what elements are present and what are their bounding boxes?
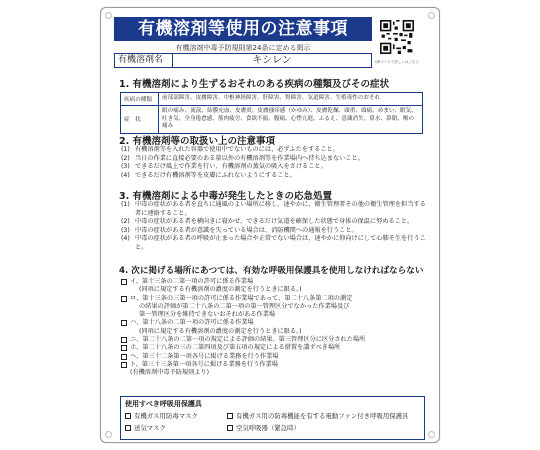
checklist-item[interactable]: ニ、第二十八条の二第一項の規定による評価の結果、第三管理区分に区分された場所 [121,336,426,344]
notice-subtitle: 有機溶剤中毒予防規則第24条に定める掲示 [175,44,311,52]
handling-list [121,146,426,180]
solvent-name-label: 有機溶剤名 [115,54,173,67]
section-1-title: 1. 有機溶剤により生ずるおそれのある疾病の種類及びその症状 [119,79,390,90]
notice-title: 有機溶剤等使用の注意事項 [114,17,372,41]
qr-caption: QRコードで詳しくはこちら [375,60,419,64]
respirator-box [120,396,425,440]
checkbox[interactable] [121,320,127,326]
section-3-title: 3. 有機溶剤による中毒が発生したときの応急処置 [119,191,333,202]
mount-hole [428,431,435,438]
checkbox[interactable] [121,279,127,285]
solvent-name-row [114,53,372,68]
list-item: (4) 中毒の症状がある者の呼吸が止まった場合や正常でない場合は、速やかに仰向けにして心肺そ生を行うこと。 [121,235,426,251]
mount-hole [105,12,112,19]
disease-table [120,92,423,134]
checklist-item[interactable]: ヘ、第三十二条第一項各号に掲げる業務を行う作業場 [121,353,426,361]
regulation-footnote: (有機溶剤中毒予防規則より) [130,369,210,377]
symptom-text: 眼の痛み、流涙、結膜充血、皮膚炎、皮膚搔痒感（かゆみ）、皮膚乾燥、頭重、頭痛、めまい、眠気、吐き気、全身倦怠感、筋肉疲労、食欲不振、腹痛、心悸亢進、ふるえ、意識消失、鼻水、鼻閉、喉の痛み [162,108,417,129]
first-aid-list [121,201,426,253]
section-2-title: 2. 有機溶剤等の取扱い上の注意事項 [119,136,276,147]
disease-row [121,93,422,106]
checklist-item[interactable]: ト、第三十三条第一項各号に掲げる業務を行う作業場 [121,361,426,369]
section-4-title: 4. 次に掲げる場所にあつては、有効な呼吸用保護具を使用しなければならない [119,266,424,276]
mount-hole [105,431,112,438]
checkbox[interactable] [121,354,127,360]
list-item: (3) 中毒の症状がある者が意識を失っている場合は、消防機関への通報を行うこと。 [121,226,358,234]
list-item: (1) 中毒の症状がある者を直ちに通風のよい場所に移し、速やかに、衛生管理者その他の衛生管理を担当する者に連絡すること。 [121,201,426,217]
checkbox[interactable] [227,425,233,431]
respirator-title: 使用すべき呼吸用保護具 [125,400,202,408]
symptom-row [121,106,422,133]
checkbox[interactable] [121,362,127,368]
checklist-item[interactable]: ロ、第十三条の三第一項の許可に係る作業場であって、第二十八条第二項の測定 の結果の評価が第二十八条の二第一項の第一管理区分でなかった作業場及び 第一管理区分を維持できないおそれがある作業場 [121,295,426,320]
respirator-option[interactable]: 空気呼吸器（緊急時） [227,423,420,432]
checkbox[interactable] [125,425,131,431]
checkbox[interactable] [121,337,127,343]
respirator-option[interactable]: 有機ガス用の防毒機能を有する電動ファン付き呼吸用保護具 [227,411,420,420]
disease-label: 疾病の種類 [121,93,159,105]
checklist-item[interactable]: イ、第十三条の二第一項の許可に係る作業場 (同項に規定する有機溶剤の濃度の測定を行うときに限る。) [121,278,426,295]
disease-text: 前部部障害、皮膚障害、中枢神経障害、肝障害、腎障害、気道障害、生殖毒性のおそれ [162,95,381,101]
checkbox[interactable] [121,345,127,351]
notice-board [100,7,440,443]
respirator-option[interactable]: 有機ガス用防毒マスク [125,411,227,420]
checklist-item[interactable]: ハ、第十八条の二第一項の許可に係る作業場 (同項に規定する有機溶剤の濃度の測定を行うときに限る。) [121,319,426,336]
mount-hole [428,12,435,19]
list-item: (4) できるだけ有機溶剤等を皮膚にふれないようにすること。 [121,171,296,179]
qr-code-icon[interactable] [380,20,414,54]
respirator-option[interactable]: 送気マスク [125,423,227,432]
list-item: (3) できるだけ風上で作業を行い、有機溶剤の蒸気の吸入をさけること。 [121,163,327,171]
list-item: (2) 当日の作業に直接必要のある量以外の有機溶剤等を作業場内へ持ち込まないこと。 [121,154,364,162]
checkbox[interactable] [121,296,127,302]
checklist-item[interactable]: ホ、第二十八条の三の二第四項及び第五項の規定による措置を講ずべき場所 [121,344,426,352]
checkbox[interactable] [227,413,233,419]
list-item: (1) 有機溶剤等を入れた容器で使用中でないものには、必ずふたをすること。 [121,146,339,153]
symptom-label: 症 状 [121,106,159,133]
workplace-checklist [121,278,426,378]
list-item: (2) 中毒の症状がある者を横向きに寝かせ、できるだけ気道を確保した状態で身体の保温に努めること。 [121,218,414,226]
solvent-name-value: キシレン [252,55,292,66]
checkbox[interactable] [125,413,131,419]
